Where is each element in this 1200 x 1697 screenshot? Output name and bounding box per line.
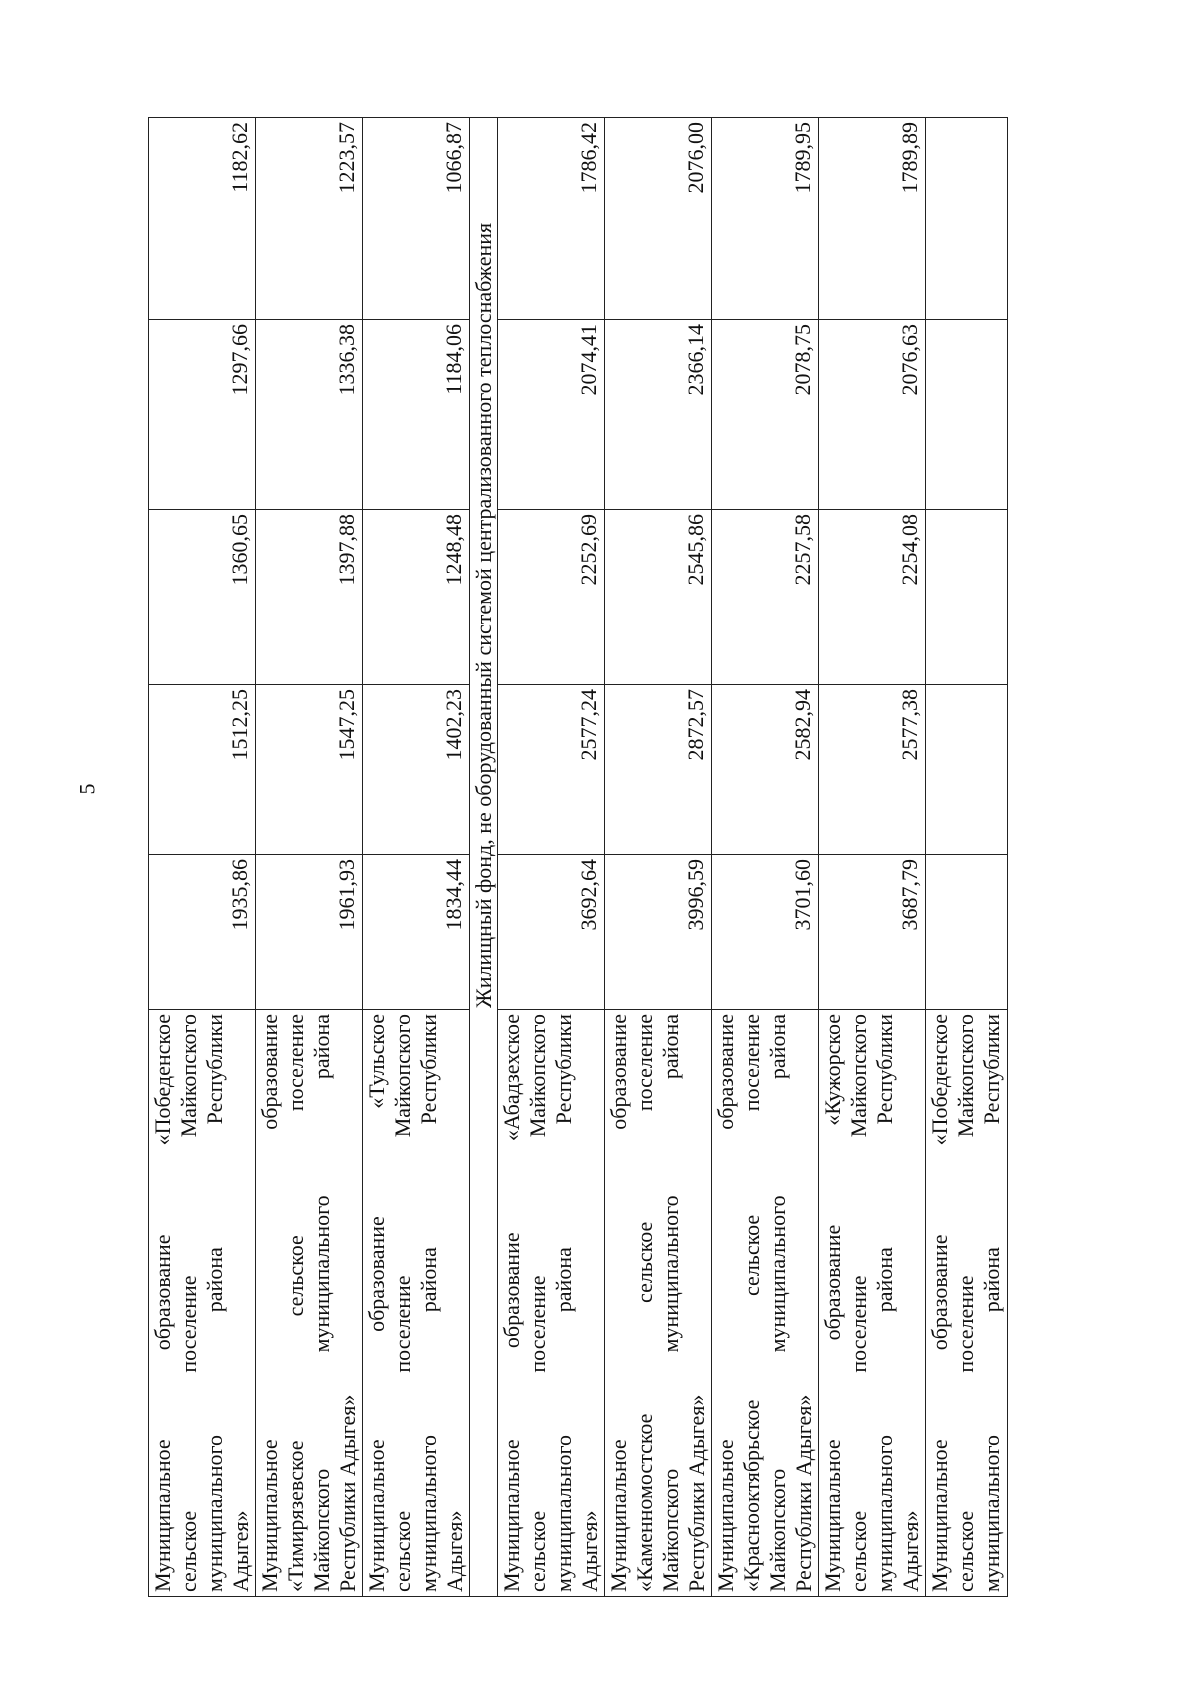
rotated-table-container — [148, 118, 1004, 1597]
value-cell: 1336,38 — [256, 320, 363, 510]
value-cell: 1223,57 — [256, 118, 363, 320]
value-cell: 1360,65 — [149, 510, 256, 685]
value-cell: 1182,62 — [149, 118, 256, 320]
municipality-name-cell — [819, 1010, 926, 1597]
name-line: Майкопского муниципального района — [765, 1014, 790, 1592]
name-line: Муниципальное образование — [606, 1014, 631, 1592]
name-line: Республики Адыгея» — [791, 1394, 816, 1592]
value-cell: 1547,25 — [256, 685, 363, 855]
name-line: «Тимирязевское сельское поселение — [283, 1014, 308, 1592]
value-cell: 2252,69 — [498, 510, 605, 685]
name-line: Республики Адыгея» — [684, 1394, 709, 1592]
name-line: Адыгея» — [577, 1510, 602, 1592]
name-line: Муниципальное образование «Победенское — [150, 1014, 175, 1592]
name-line: Майкопского муниципального района — [309, 1014, 334, 1592]
name-line: сельское поселение Майкопского — [525, 1014, 550, 1592]
value-cell: 2254,08 — [819, 510, 926, 685]
value-cell: 1789,95 — [712, 118, 819, 320]
name-line: Муниципальное образование «Кужорское — [820, 1014, 845, 1592]
value-cell: 1297,66 — [149, 320, 256, 510]
value-cell: 2545,86 — [605, 510, 712, 685]
value-cell — [926, 855, 1008, 1010]
name-line: Республики Адыгея» — [335, 1394, 360, 1592]
value-cell: 1066,87 — [363, 118, 470, 320]
name-line: сельское поселение Майкопского — [846, 1014, 871, 1592]
value-cell: 1786,42 — [498, 118, 605, 320]
value-cell: 1961,93 — [256, 855, 363, 1010]
value-cell: 3996,59 — [605, 855, 712, 1010]
municipality-name-cell — [712, 1010, 819, 1597]
value-cell — [926, 320, 1008, 510]
municipality-name-cell — [149, 1010, 256, 1597]
table-row — [712, 118, 819, 1597]
value-cell: 1789,89 — [819, 118, 926, 320]
value-cell: 2577,38 — [819, 685, 926, 855]
name-line: Муниципальное образование — [713, 1014, 738, 1592]
name-line: Адыгея» — [898, 1510, 923, 1592]
table-row — [363, 118, 470, 1597]
municipality-name-cell — [605, 1010, 712, 1597]
value-cell: 1184,06 — [363, 320, 470, 510]
name-line: муниципального района Республики — [551, 1014, 576, 1592]
section-header: Жилищный фонд, не оборудованный системой централизованного теплоснабжения — [470, 118, 498, 1597]
name-line: Муниципальное образование «Победенское — [927, 1014, 952, 1592]
value-cell: 3701,60 — [712, 855, 819, 1010]
value-cell: 2078,75 — [712, 320, 819, 510]
name-line: муниципального района Республики — [416, 1014, 441, 1592]
name-line: сельское поселение Майкопского — [176, 1014, 201, 1592]
value-cell: 1834,44 — [363, 855, 470, 1010]
table-row — [926, 118, 1008, 1597]
name-line: «Краснооктябрьское сельское поселение — [739, 1014, 764, 1592]
table-row — [498, 118, 605, 1597]
name-line: Муниципальное образование — [257, 1014, 282, 1592]
value-cell — [926, 685, 1008, 855]
value-cell: 2366,14 — [605, 320, 712, 510]
value-cell: 3687,79 — [819, 855, 926, 1010]
section-header-row — [470, 118, 498, 1597]
name-line: сельское поселение Майкопского — [390, 1014, 415, 1592]
name-line: Адыгея» — [442, 1510, 467, 1592]
page-number: 5 — [74, 783, 100, 795]
value-cell: 2074,41 — [498, 320, 605, 510]
value-cell: 2577,24 — [498, 685, 605, 855]
table-row — [819, 118, 926, 1597]
name-line: Майкопского муниципального района — [658, 1014, 683, 1592]
municipality-name-cell — [926, 1010, 1008, 1597]
value-cell: 1248,48 — [363, 510, 470, 685]
name-line: сельское поселение Майкопского — [953, 1014, 978, 1592]
name-line: Муниципальное образование «Абадзехское — [499, 1014, 524, 1592]
value-cell: 2872,57 — [605, 685, 712, 855]
value-cell: 1402,23 — [363, 685, 470, 855]
value-cell: 1397,88 — [256, 510, 363, 685]
value-cell: 2076,00 — [605, 118, 712, 320]
name-line: муниципального района Республики — [202, 1014, 227, 1592]
value-cell: 3692,64 — [498, 855, 605, 1010]
tariff-table — [148, 117, 1008, 1597]
value-cell: 1935,86 — [149, 855, 256, 1010]
municipality-name-cell — [498, 1010, 605, 1597]
table-row — [256, 118, 363, 1597]
name-line: Адыгея» — [228, 1510, 253, 1592]
value-cell — [926, 510, 1008, 685]
value-cell: 2257,58 — [712, 510, 819, 685]
value-cell — [926, 118, 1008, 320]
name-line: муниципального района Республики — [872, 1014, 897, 1592]
name-line: муниципального района Республики — [979, 1014, 1004, 1592]
value-cell: 2076,63 — [819, 320, 926, 510]
table-row — [605, 118, 712, 1597]
name-line: Муниципальное образование «Тульское — [364, 1014, 389, 1592]
municipality-name-cell — [363, 1010, 470, 1597]
name-line: «Каменномостское сельское поселение — [632, 1014, 657, 1592]
municipality-name-cell — [256, 1010, 363, 1597]
value-cell: 2582,94 — [712, 685, 819, 855]
value-cell: 1512,25 — [149, 685, 256, 855]
table-row — [149, 118, 256, 1597]
